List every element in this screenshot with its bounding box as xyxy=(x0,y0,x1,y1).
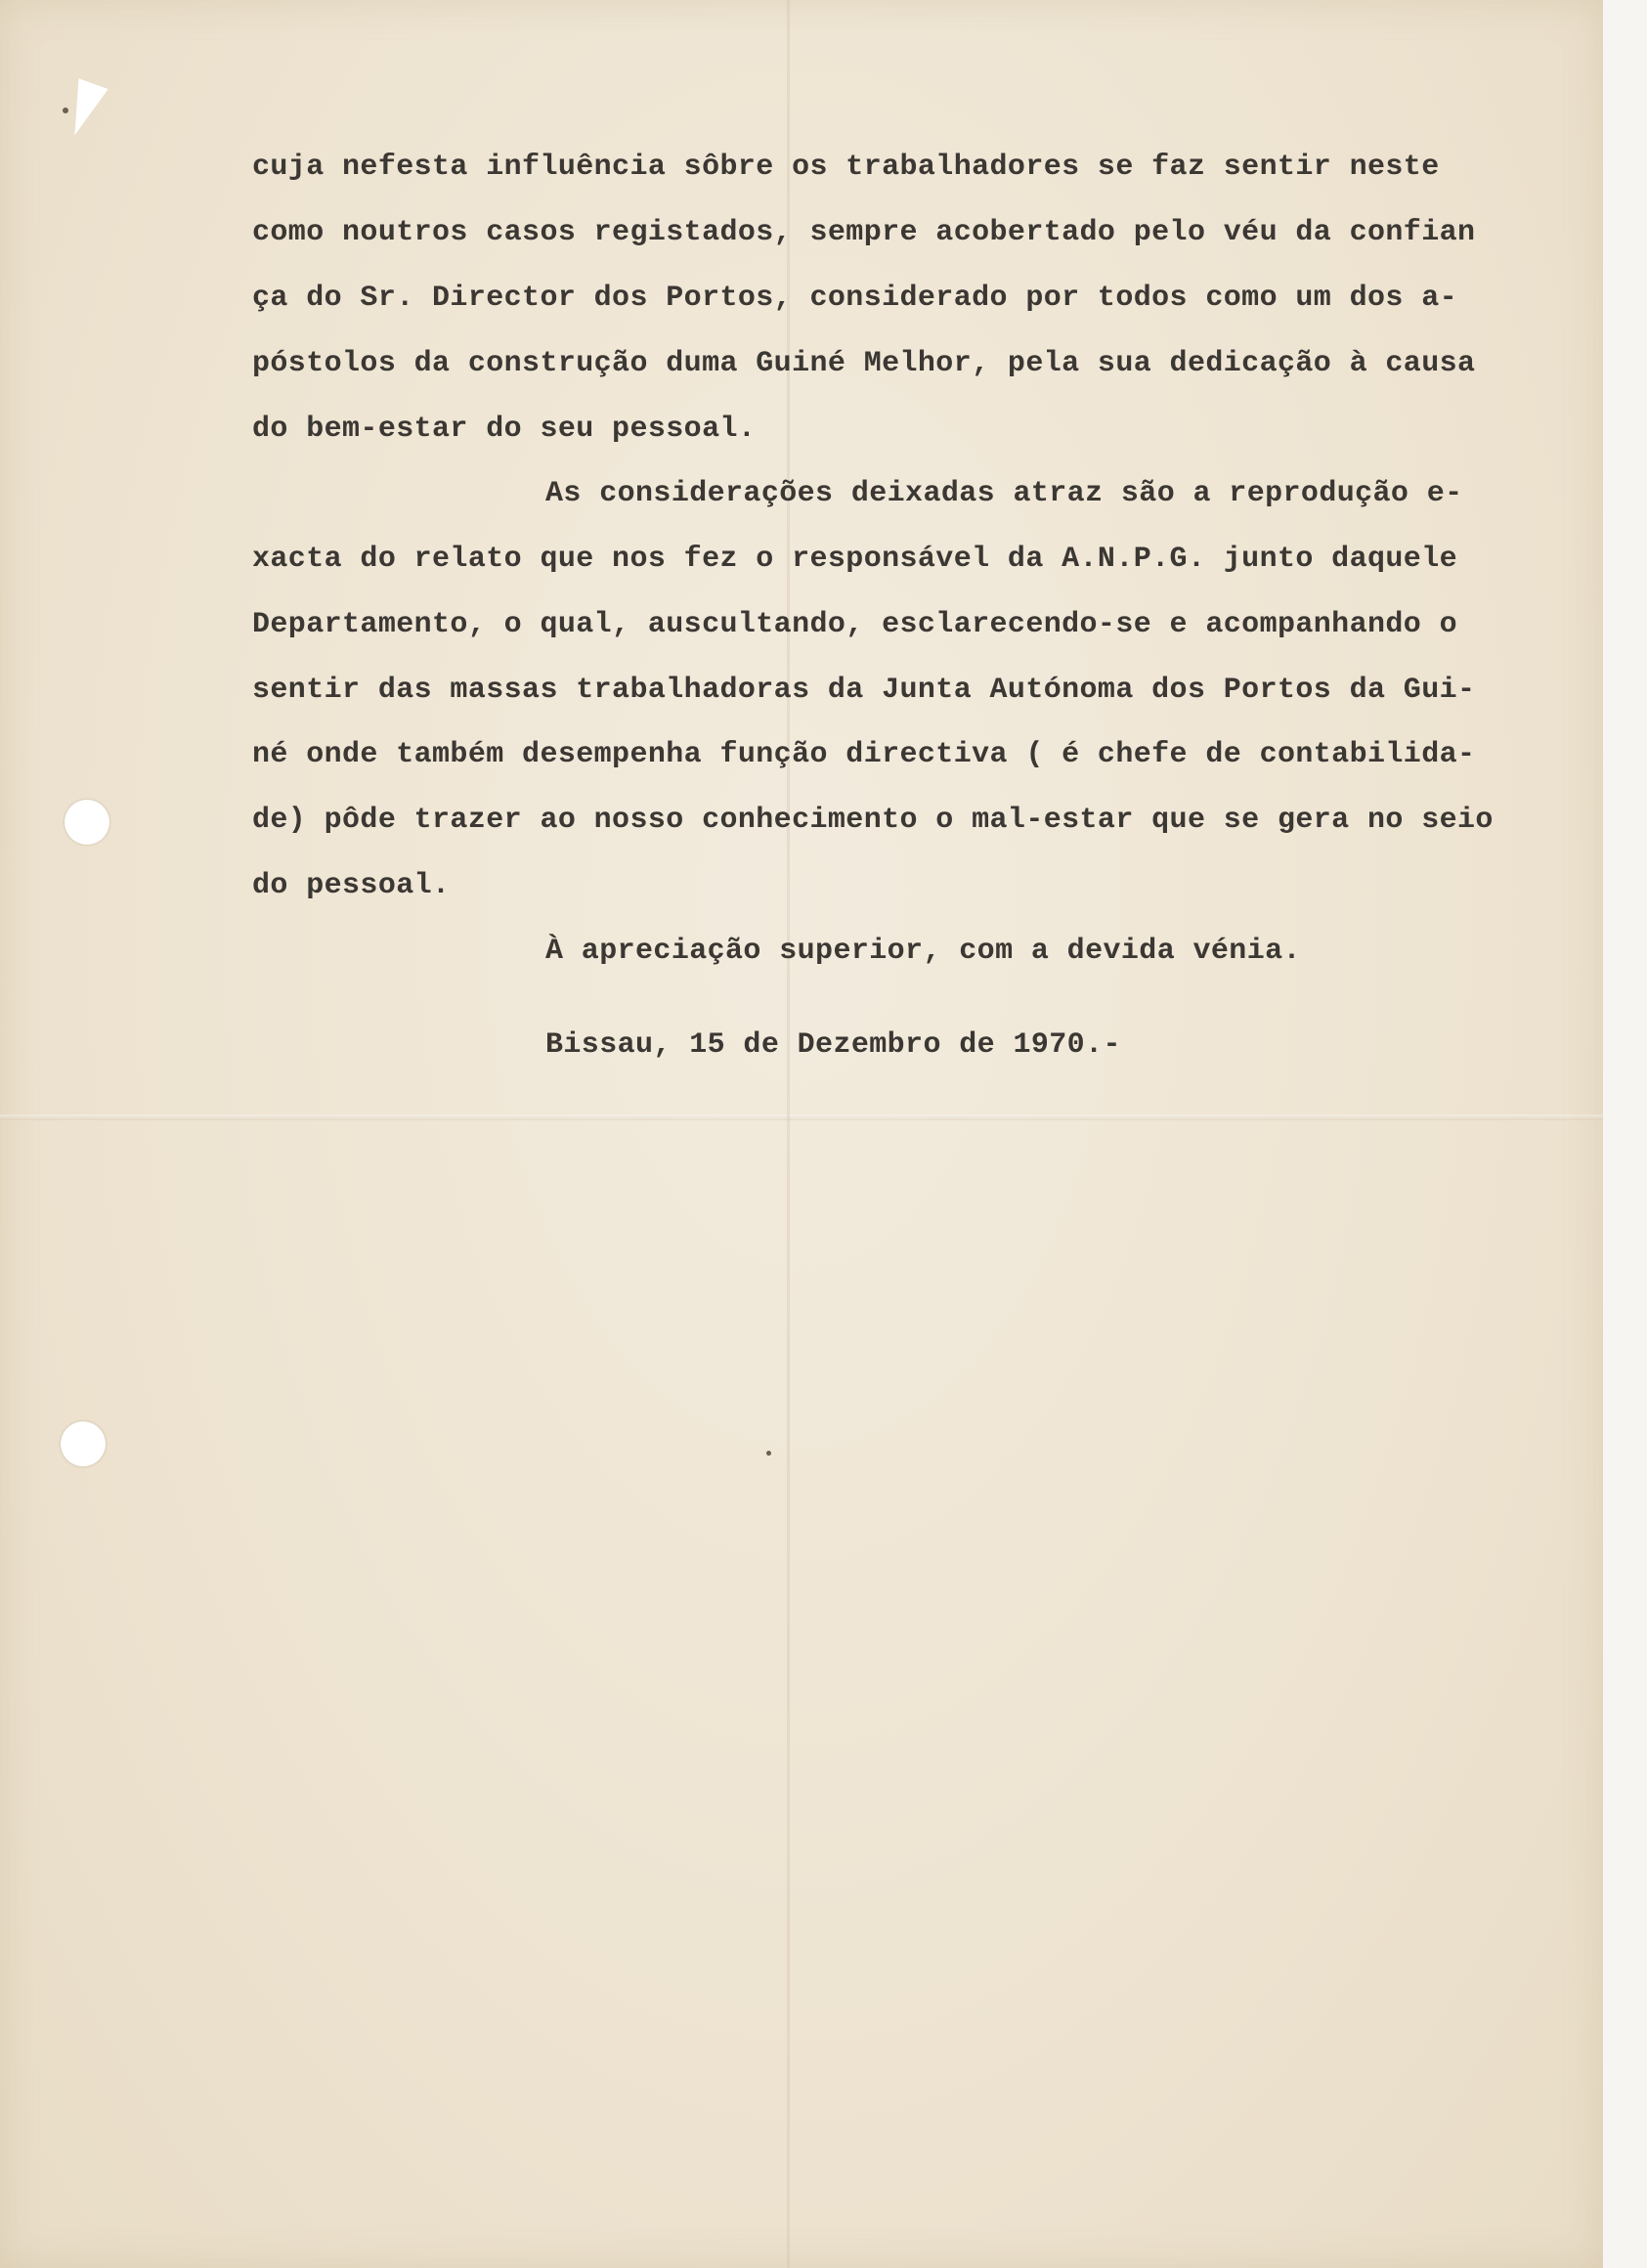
text-line: sentir das massas trabalhadoras da Junta Autónoma dos Portos da Gui- xyxy=(252,674,1476,707)
text-line: do pessoal. xyxy=(252,869,451,902)
text-line: póstolos da construção duma Guiné Melhor, pela sua dedicação à causa xyxy=(252,347,1476,380)
horizontal-fold xyxy=(0,1114,1603,1120)
vertical-fold xyxy=(787,0,790,2268)
punch-hole-lower xyxy=(61,1421,106,1466)
ink-speck xyxy=(63,108,68,113)
text-line: como noutros casos registados, sempre acobertado pelo véu da confian xyxy=(252,216,1476,249)
place-date-line: Bissau, 15 de Dezembro de 1970.- xyxy=(545,1028,1121,1062)
text-line: xacta do relato que nos fez o responsável da A.N.P.G. junto daquele xyxy=(252,543,1457,576)
text-line: né onde também desempenha função directiva ( é chefe de contabilida- xyxy=(252,738,1476,771)
punch-hole-upper xyxy=(65,800,109,845)
text-line: As considerações deixadas atraz são a reprodução e- xyxy=(545,477,1463,510)
text-line: ça do Sr. Director dos Portos, considerado por todos como um dos a- xyxy=(252,282,1457,315)
text-line: Departamento, o qual, auscultando, esclarecendo-se e acompanhando o xyxy=(252,608,1457,641)
ink-speck xyxy=(766,1451,771,1456)
text-line: de) pôde trazer ao nosso conhecimento o mal-estar que se gera no seio xyxy=(252,804,1494,837)
closing-line: À apreciação superior, com a devida vénia. xyxy=(545,935,1301,968)
text-line: do bem-estar do seu pessoal. xyxy=(252,413,757,446)
text-line: cuja nefesta influência sôbre os trabalhadores se faz sentir neste xyxy=(252,151,1440,184)
